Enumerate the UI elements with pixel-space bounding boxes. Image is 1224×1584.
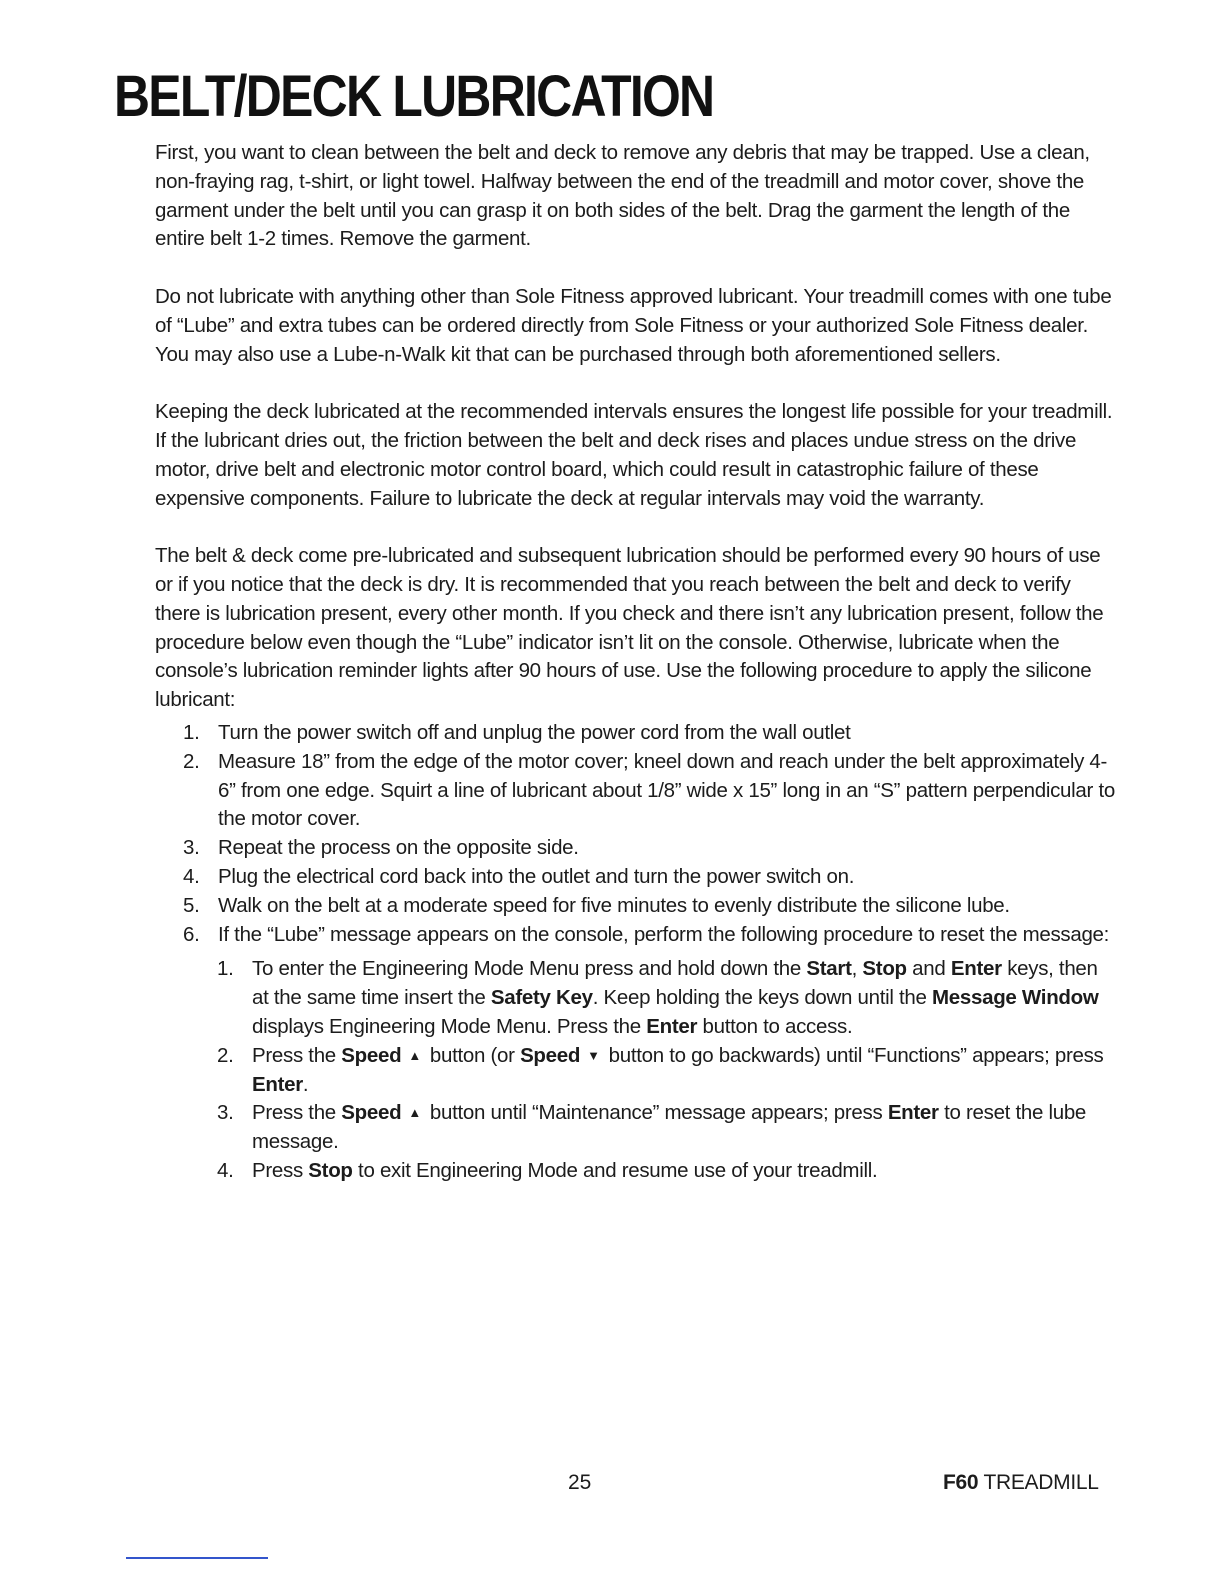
procedure-steps [155,719,1115,949]
step-number: 2. [183,749,200,773]
footer-product: TREADMILL [983,1471,1099,1494]
list-item [155,863,1115,892]
key-label-stop: Stop [862,957,907,981]
step-number: 4. [183,864,200,888]
step-number: 1. [183,720,200,744]
substep-text: displays Engineering Mode Menu. Press the [252,1014,647,1038]
step-text: Turn the power switch off and unplug the power cord from the wall outlet [218,720,851,744]
arrow-up-icon: ▲ [408,1105,421,1121]
key-label-speed: Speed [341,1101,402,1125]
list-item [155,921,1115,950]
substep-text: To enter the Engineering Mode Menu press and hold down the [252,957,807,981]
substep-text: keys, then at the same time insert the [252,957,1098,1010]
substep-text: . [302,1072,309,1096]
substep-text: Press the [252,1043,342,1067]
list-item [155,1099,1115,1157]
substep-number: 3. [217,1101,234,1125]
substep-number: 4. [217,1158,234,1182]
list-item [155,748,1115,834]
key-label-speed: Speed [520,1043,581,1067]
substep-text: Press [252,1158,309,1182]
step-text: If the “Lube” message appears on the console, perform the following procedure to reset the message: [218,922,1110,946]
page-title: BELT/DECK LUBRICATION [114,64,714,129]
list-item [155,1042,1115,1100]
list-item [155,1157,1115,1186]
key-label-start: Start [806,957,852,981]
substep-text: Press the [252,1101,342,1125]
step-number: 3. [183,836,200,860]
list-item [155,719,1115,748]
step-text: Plug the electrical cord back into the outlet and turn the power switch on. [218,864,855,888]
step-text: Repeat the process on the opposite side. [218,836,579,860]
step-number: 5. [183,893,200,917]
paragraph-lubrication-importance: Keeping the deck lubricated at the recommended intervals ensures the longest life possible for your treadmill. If the lubricant dries out, the friction between the belt and deck rises and places undue stress on the drive motor, drive belt and electronic motor control board, which could result in catastrophic failure of these expensive components. Failure to lubricate the deck at regular intervals may void the warranty. [155,400,1113,510]
step-text: Measure 18” from the edge of the motor cover; kneel down and reach under the belt approximately 4- 6” from one edge. Squirt a line of lubricant about 1/8” wide x 15” long in an “S” pattern perpendicular to the motor cover. [218,749,1115,831]
paragraph-cleaning: First, you want to clean between the belt and deck to remove any debris that may be trapped. Use a clean, non-fraying rag, t-shirt, or light towel. Halfway between the end of the treadmill and motor cover, shove the garment under the belt until you can grasp it on both sides of the belt. Drag the garment the length of the entire belt 1-2 times. Remove the garment. [155,141,1090,251]
list-item [155,834,1115,863]
page-number: 25 [568,1471,592,1494]
footer-rule [126,1557,268,1559]
list-item [155,892,1115,921]
reset-lube-message-substeps [155,955,1115,1185]
step-number: 6. [183,922,200,946]
step-text: Walk on the belt at a moderate speed for five minutes to evenly distribute the silicone lube. [218,893,1010,917]
substep-text: button to access. [697,1014,853,1038]
arrow-down-icon: ▼ [587,1047,600,1063]
footer-product-title [943,1471,1099,1495]
substep-text: to exit Engineering Mode and resume use of your treadmill. [352,1158,878,1182]
substep-text: to reset the lube message. [252,1101,1087,1154]
key-label-enter: Enter [887,1101,939,1125]
substep-text: button to go backwards) until “Functions” appears; press [608,1043,1104,1067]
paragraph-approved-lubricant: Do not lubricate with anything other than Sole Fitness approved lubricant. Your treadmill comes with one tube of “Lube” and extra tubes can be ordered directly from Sole Fitness or your authorized Sole Fitness dealer. You may also use a Lube-n-Walk kit that can be purchased through both aforementioned sellers. [155,284,1112,366]
substep-text: , [851,957,863,981]
substep-number: 1. [217,957,234,981]
key-label-safety-key: Safety Key [490,986,593,1010]
key-label-enter: Enter [252,1072,303,1096]
paragraph-lubrication-schedule: The belt & deck come pre-lubricated and subsequent lubrication should be performed every 90 hours of use or if you notice that the deck is dry. It is recommended that you reach between the belt and deck to verify there is lubrication present, every other month. If you check and there isn’t any lubrication present, follow the procedure below even though the “Lube” indicator isn’t lit on the console. Otherwise, lubricate when the console’s lubrication reminder lights after 90 hours of use. Use the following procedure to apply the silicone lubricant: [155,544,1104,712]
document-body [155,139,1115,1186]
key-label-speed: Speed [341,1043,402,1067]
substep-text: button (or [429,1043,521,1067]
substep-text: and [906,957,951,981]
key-label-message-window: Message Window [932,986,1099,1010]
key-label-enter: Enter [950,957,1002,981]
key-label-stop: Stop [308,1158,353,1182]
list-item [155,955,1115,1041]
key-label-enter: Enter [646,1014,698,1038]
footer-model: F60 [943,1471,979,1494]
arrow-up-icon: ▲ [408,1047,421,1063]
substep-number: 2. [217,1043,234,1067]
substep-text: . Keep holding the keys down until the [592,986,933,1010]
substep-text: button until “Maintenance” message appears; press [429,1101,888,1125]
